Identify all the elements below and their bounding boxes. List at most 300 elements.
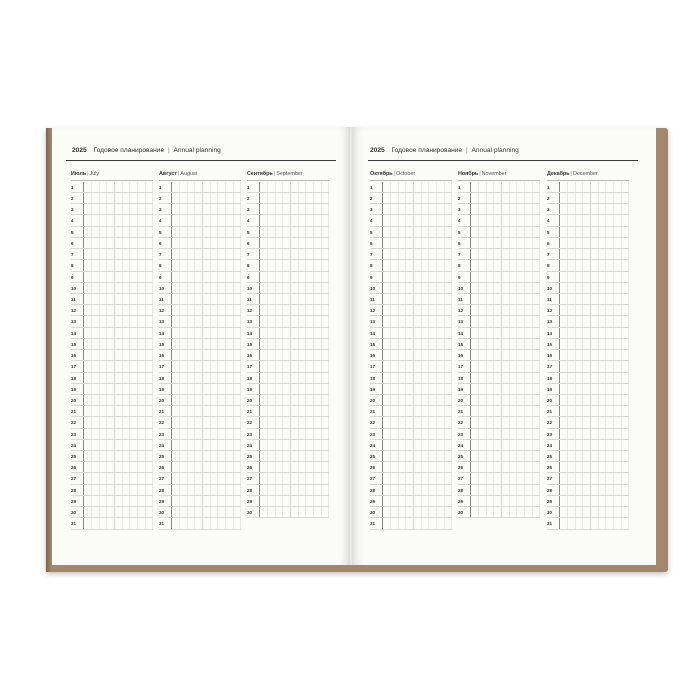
day-grid-cells[interactable] bbox=[259, 193, 329, 203]
day-row[interactable] bbox=[247, 361, 329, 372]
day-row[interactable] bbox=[458, 305, 540, 316]
day-grid-cells[interactable] bbox=[559, 339, 629, 349]
day-grid-cells[interactable] bbox=[559, 272, 629, 282]
day-grid-cells[interactable] bbox=[382, 182, 452, 192]
day-row[interactable] bbox=[458, 395, 540, 406]
day-row[interactable] bbox=[458, 417, 540, 428]
day-row[interactable] bbox=[247, 485, 329, 496]
day-row[interactable] bbox=[159, 429, 241, 440]
day-row[interactable] bbox=[370, 339, 452, 350]
day-row[interactable] bbox=[458, 440, 540, 451]
day-row[interactable] bbox=[547, 260, 629, 271]
day-grid-cells[interactable] bbox=[470, 204, 540, 214]
day-grid-cells[interactable] bbox=[259, 328, 329, 338]
day-grid-cells[interactable] bbox=[382, 518, 452, 528]
day-row[interactable] bbox=[159, 305, 241, 316]
day-grid-cells[interactable] bbox=[559, 451, 629, 461]
day-grid-cells[interactable] bbox=[470, 328, 540, 338]
day-row[interactable] bbox=[159, 406, 241, 417]
day-row[interactable] bbox=[547, 485, 629, 496]
day-row[interactable] bbox=[247, 440, 329, 451]
day-row[interactable] bbox=[547, 238, 629, 249]
day-grid-cells[interactable] bbox=[382, 316, 452, 326]
day-row[interactable] bbox=[547, 294, 629, 305]
day-grid-cells[interactable] bbox=[171, 182, 241, 192]
day-row[interactable] bbox=[71, 260, 153, 271]
day-grid-cells[interactable] bbox=[259, 406, 329, 416]
day-row[interactable] bbox=[71, 339, 153, 350]
day-grid-cells[interactable] bbox=[259, 305, 329, 315]
day-row[interactable] bbox=[247, 429, 329, 440]
day-row[interactable] bbox=[547, 249, 629, 260]
day-row[interactable] bbox=[71, 272, 153, 283]
day-grid-cells[interactable] bbox=[83, 193, 153, 203]
day-grid-cells[interactable] bbox=[559, 227, 629, 237]
day-grid-cells[interactable] bbox=[259, 316, 329, 326]
day-row[interactable] bbox=[247, 462, 329, 473]
day-row[interactable] bbox=[458, 429, 540, 440]
day-grid-cells[interactable] bbox=[559, 406, 629, 416]
day-grid-cells[interactable] bbox=[382, 215, 452, 225]
day-grid-cells[interactable] bbox=[83, 238, 153, 248]
day-grid-cells[interactable] bbox=[382, 339, 452, 349]
day-row[interactable] bbox=[458, 260, 540, 271]
day-grid-cells[interactable] bbox=[171, 215, 241, 225]
day-row[interactable] bbox=[458, 316, 540, 327]
day-grid-cells[interactable] bbox=[259, 373, 329, 383]
day-grid-cells[interactable] bbox=[559, 260, 629, 270]
day-grid-cells[interactable] bbox=[559, 215, 629, 225]
day-grid-cells[interactable] bbox=[171, 507, 241, 517]
day-grid-cells[interactable] bbox=[171, 496, 241, 506]
day-grid-cells[interactable] bbox=[171, 305, 241, 315]
day-grid-cells[interactable] bbox=[382, 238, 452, 248]
day-grid-cells[interactable] bbox=[382, 496, 452, 506]
day-row[interactable] bbox=[370, 384, 452, 395]
day-grid-cells[interactable] bbox=[259, 384, 329, 394]
day-grid-cells[interactable] bbox=[83, 440, 153, 450]
day-grid-cells[interactable] bbox=[259, 485, 329, 495]
day-row[interactable] bbox=[247, 316, 329, 327]
day-row[interactable] bbox=[159, 227, 241, 238]
day-row[interactable] bbox=[159, 316, 241, 327]
day-row[interactable] bbox=[370, 406, 452, 417]
day-grid-cells[interactable] bbox=[382, 260, 452, 270]
day-row[interactable] bbox=[247, 283, 329, 294]
day-row[interactable] bbox=[247, 350, 329, 361]
day-row[interactable] bbox=[370, 193, 452, 204]
day-grid-cells[interactable] bbox=[470, 429, 540, 439]
day-grid-cells[interactable] bbox=[83, 429, 153, 439]
day-grid-cells[interactable] bbox=[259, 417, 329, 427]
day-grid-cells[interactable] bbox=[83, 373, 153, 383]
day-grid-cells[interactable] bbox=[83, 384, 153, 394]
day-grid-cells[interactable] bbox=[470, 473, 540, 483]
day-row[interactable] bbox=[370, 350, 452, 361]
day-row[interactable] bbox=[458, 283, 540, 294]
day-grid-cells[interactable] bbox=[83, 395, 153, 405]
day-row[interactable] bbox=[458, 193, 540, 204]
day-grid-cells[interactable] bbox=[259, 294, 329, 304]
day-row[interactable] bbox=[370, 238, 452, 249]
day-row[interactable] bbox=[71, 373, 153, 384]
day-grid-cells[interactable] bbox=[171, 417, 241, 427]
day-row[interactable] bbox=[71, 451, 153, 462]
day-grid-cells[interactable] bbox=[382, 384, 452, 394]
day-row[interactable] bbox=[159, 339, 241, 350]
day-grid-cells[interactable] bbox=[559, 328, 629, 338]
day-grid-cells[interactable] bbox=[470, 316, 540, 326]
day-grid-cells[interactable] bbox=[83, 260, 153, 270]
day-grid-cells[interactable] bbox=[470, 182, 540, 192]
day-row[interactable] bbox=[458, 373, 540, 384]
day-grid-cells[interactable] bbox=[171, 204, 241, 214]
day-grid-cells[interactable] bbox=[470, 249, 540, 259]
day-row[interactable] bbox=[71, 496, 153, 507]
day-grid-cells[interactable] bbox=[171, 227, 241, 237]
day-grid-cells[interactable] bbox=[171, 462, 241, 472]
day-row[interactable] bbox=[458, 384, 540, 395]
day-row[interactable] bbox=[370, 204, 452, 215]
day-grid-cells[interactable] bbox=[259, 215, 329, 225]
day-grid-cells[interactable] bbox=[470, 260, 540, 270]
day-grid-cells[interactable] bbox=[171, 350, 241, 360]
day-row[interactable] bbox=[159, 249, 241, 260]
day-grid-cells[interactable] bbox=[470, 384, 540, 394]
day-row[interactable] bbox=[370, 316, 452, 327]
day-row[interactable] bbox=[247, 328, 329, 339]
day-row[interactable] bbox=[370, 473, 452, 484]
day-grid-cells[interactable] bbox=[382, 361, 452, 371]
day-row[interactable] bbox=[547, 406, 629, 417]
day-row[interactable] bbox=[247, 451, 329, 462]
day-grid-cells[interactable] bbox=[382, 227, 452, 237]
day-row[interactable] bbox=[547, 227, 629, 238]
day-row[interactable] bbox=[159, 350, 241, 361]
day-row[interactable] bbox=[370, 294, 452, 305]
day-grid-cells[interactable] bbox=[470, 507, 540, 517]
day-grid-cells[interactable] bbox=[382, 406, 452, 416]
day-grid-cells[interactable] bbox=[470, 227, 540, 237]
day-grid-cells[interactable] bbox=[470, 395, 540, 405]
day-grid-cells[interactable] bbox=[559, 395, 629, 405]
day-grid-cells[interactable] bbox=[83, 272, 153, 282]
day-grid-cells[interactable] bbox=[259, 249, 329, 259]
day-grid-cells[interactable] bbox=[171, 451, 241, 461]
day-row[interactable] bbox=[71, 283, 153, 294]
day-row[interactable] bbox=[458, 182, 540, 193]
day-row[interactable] bbox=[247, 215, 329, 226]
day-row[interactable] bbox=[159, 272, 241, 283]
day-grid-cells[interactable] bbox=[83, 316, 153, 326]
day-grid-cells[interactable] bbox=[83, 417, 153, 427]
day-grid-cells[interactable] bbox=[470, 215, 540, 225]
day-row[interactable] bbox=[547, 451, 629, 462]
day-grid-cells[interactable] bbox=[83, 507, 153, 517]
day-grid-cells[interactable] bbox=[83, 473, 153, 483]
day-grid-cells[interactable] bbox=[259, 283, 329, 293]
day-row[interactable] bbox=[458, 462, 540, 473]
day-grid-cells[interactable] bbox=[470, 272, 540, 282]
day-row[interactable] bbox=[547, 193, 629, 204]
day-row[interactable] bbox=[247, 272, 329, 283]
day-grid-cells[interactable] bbox=[559, 305, 629, 315]
day-grid-cells[interactable] bbox=[171, 429, 241, 439]
day-grid-cells[interactable] bbox=[559, 417, 629, 427]
day-grid-cells[interactable] bbox=[382, 350, 452, 360]
day-grid-cells[interactable] bbox=[382, 395, 452, 405]
day-grid-cells[interactable] bbox=[559, 316, 629, 326]
day-row[interactable] bbox=[247, 507, 329, 518]
day-row[interactable] bbox=[370, 249, 452, 260]
day-grid-cells[interactable] bbox=[171, 406, 241, 416]
day-row[interactable] bbox=[458, 238, 540, 249]
day-row[interactable] bbox=[159, 238, 241, 249]
day-row[interactable] bbox=[247, 249, 329, 260]
day-grid-cells[interactable] bbox=[259, 473, 329, 483]
day-grid-cells[interactable] bbox=[83, 350, 153, 360]
day-row[interactable] bbox=[159, 283, 241, 294]
day-row[interactable] bbox=[71, 417, 153, 428]
day-grid-cells[interactable] bbox=[83, 283, 153, 293]
day-grid-cells[interactable] bbox=[559, 283, 629, 293]
day-grid-cells[interactable] bbox=[259, 429, 329, 439]
day-grid-cells[interactable] bbox=[83, 451, 153, 461]
day-grid-cells[interactable] bbox=[171, 384, 241, 394]
day-grid-cells[interactable] bbox=[83, 496, 153, 506]
day-grid-cells[interactable] bbox=[171, 294, 241, 304]
day-row[interactable] bbox=[159, 451, 241, 462]
day-grid-cells[interactable] bbox=[171, 272, 241, 282]
day-row[interactable] bbox=[159, 328, 241, 339]
day-row[interactable] bbox=[71, 361, 153, 372]
day-grid-cells[interactable] bbox=[559, 249, 629, 259]
day-row[interactable] bbox=[71, 249, 153, 260]
day-row[interactable] bbox=[458, 361, 540, 372]
day-row[interactable] bbox=[370, 283, 452, 294]
day-row[interactable] bbox=[458, 227, 540, 238]
day-row[interactable] bbox=[458, 496, 540, 507]
day-grid-cells[interactable] bbox=[171, 473, 241, 483]
day-row[interactable] bbox=[247, 496, 329, 507]
day-grid-cells[interactable] bbox=[171, 485, 241, 495]
day-grid-cells[interactable] bbox=[559, 496, 629, 506]
day-row[interactable] bbox=[71, 204, 153, 215]
day-row[interactable] bbox=[159, 260, 241, 271]
day-grid-cells[interactable] bbox=[83, 215, 153, 225]
day-row[interactable] bbox=[547, 350, 629, 361]
day-row[interactable] bbox=[458, 294, 540, 305]
day-grid-cells[interactable] bbox=[470, 417, 540, 427]
day-grid-cells[interactable] bbox=[83, 361, 153, 371]
day-row[interactable] bbox=[547, 507, 629, 518]
day-row[interactable] bbox=[159, 204, 241, 215]
day-grid-cells[interactable] bbox=[559, 473, 629, 483]
day-grid-cells[interactable] bbox=[382, 429, 452, 439]
day-grid-cells[interactable] bbox=[259, 204, 329, 214]
day-grid-cells[interactable] bbox=[171, 260, 241, 270]
day-grid-cells[interactable] bbox=[83, 339, 153, 349]
day-grid-cells[interactable] bbox=[382, 204, 452, 214]
day-row[interactable] bbox=[458, 507, 540, 518]
day-row[interactable] bbox=[159, 507, 241, 518]
day-row[interactable] bbox=[458, 406, 540, 417]
day-grid-cells[interactable] bbox=[259, 272, 329, 282]
day-grid-cells[interactable] bbox=[382, 485, 452, 495]
day-grid-cells[interactable] bbox=[382, 294, 452, 304]
day-row[interactable] bbox=[159, 417, 241, 428]
day-row[interactable] bbox=[159, 182, 241, 193]
day-row[interactable] bbox=[159, 361, 241, 372]
day-grid-cells[interactable] bbox=[259, 227, 329, 237]
day-grid-cells[interactable] bbox=[559, 238, 629, 248]
day-row[interactable] bbox=[370, 305, 452, 316]
day-row[interactable] bbox=[370, 227, 452, 238]
day-grid-cells[interactable] bbox=[259, 507, 329, 517]
day-grid-cells[interactable] bbox=[259, 451, 329, 461]
day-grid-cells[interactable] bbox=[171, 328, 241, 338]
day-grid-cells[interactable] bbox=[259, 361, 329, 371]
day-grid-cells[interactable] bbox=[259, 260, 329, 270]
day-row[interactable] bbox=[247, 227, 329, 238]
day-row[interactable] bbox=[71, 182, 153, 193]
day-grid-cells[interactable] bbox=[259, 462, 329, 472]
day-grid-cells[interactable] bbox=[171, 373, 241, 383]
day-row[interactable] bbox=[159, 193, 241, 204]
day-row[interactable] bbox=[247, 417, 329, 428]
day-grid-cells[interactable] bbox=[171, 316, 241, 326]
day-grid-cells[interactable] bbox=[171, 518, 241, 528]
day-grid-cells[interactable] bbox=[259, 350, 329, 360]
day-grid-cells[interactable] bbox=[171, 283, 241, 293]
day-row[interactable] bbox=[370, 451, 452, 462]
day-grid-cells[interactable] bbox=[559, 384, 629, 394]
day-grid-cells[interactable] bbox=[83, 406, 153, 416]
day-grid-cells[interactable] bbox=[470, 294, 540, 304]
day-row[interactable] bbox=[547, 204, 629, 215]
day-grid-cells[interactable] bbox=[559, 294, 629, 304]
day-grid-cells[interactable] bbox=[83, 462, 153, 472]
day-row[interactable] bbox=[370, 272, 452, 283]
day-grid-cells[interactable] bbox=[83, 182, 153, 192]
day-row[interactable] bbox=[458, 485, 540, 496]
day-row[interactable] bbox=[547, 373, 629, 384]
day-row[interactable] bbox=[370, 182, 452, 193]
day-grid-cells[interactable] bbox=[171, 249, 241, 259]
day-row[interactable] bbox=[547, 283, 629, 294]
day-row[interactable] bbox=[547, 417, 629, 428]
day-grid-cells[interactable] bbox=[259, 440, 329, 450]
day-grid-cells[interactable] bbox=[259, 339, 329, 349]
day-row[interactable] bbox=[547, 215, 629, 226]
day-row[interactable] bbox=[370, 440, 452, 451]
day-grid-cells[interactable] bbox=[171, 361, 241, 371]
day-grid-cells[interactable] bbox=[470, 496, 540, 506]
day-grid-cells[interactable] bbox=[382, 249, 452, 259]
day-row[interactable] bbox=[547, 339, 629, 350]
day-grid-cells[interactable] bbox=[382, 328, 452, 338]
day-grid-cells[interactable] bbox=[171, 440, 241, 450]
day-row[interactable] bbox=[71, 193, 153, 204]
day-row[interactable] bbox=[159, 384, 241, 395]
day-row[interactable] bbox=[71, 429, 153, 440]
day-row[interactable] bbox=[71, 395, 153, 406]
day-grid-cells[interactable] bbox=[559, 361, 629, 371]
day-grid-cells[interactable] bbox=[83, 485, 153, 495]
day-row[interactable] bbox=[458, 451, 540, 462]
day-row[interactable] bbox=[547, 462, 629, 473]
day-row[interactable] bbox=[71, 350, 153, 361]
day-grid-cells[interactable] bbox=[559, 462, 629, 472]
day-row[interactable] bbox=[71, 227, 153, 238]
day-grid-cells[interactable] bbox=[382, 440, 452, 450]
day-row[interactable] bbox=[547, 473, 629, 484]
day-row[interactable] bbox=[159, 473, 241, 484]
day-row[interactable] bbox=[370, 328, 452, 339]
day-row[interactable] bbox=[247, 384, 329, 395]
day-row[interactable] bbox=[547, 316, 629, 327]
day-grid-cells[interactable] bbox=[382, 283, 452, 293]
day-grid-cells[interactable] bbox=[559, 518, 629, 528]
day-grid-cells[interactable] bbox=[382, 305, 452, 315]
day-grid-cells[interactable] bbox=[171, 193, 241, 203]
day-row[interactable] bbox=[159, 496, 241, 507]
day-row[interactable] bbox=[370, 462, 452, 473]
day-row[interactable] bbox=[71, 238, 153, 249]
day-row[interactable] bbox=[71, 440, 153, 451]
day-row[interactable] bbox=[547, 361, 629, 372]
day-row[interactable] bbox=[71, 473, 153, 484]
day-row[interactable] bbox=[547, 384, 629, 395]
day-row[interactable] bbox=[370, 417, 452, 428]
day-grid-cells[interactable] bbox=[559, 485, 629, 495]
day-grid-cells[interactable] bbox=[382, 507, 452, 517]
day-row[interactable] bbox=[159, 462, 241, 473]
day-row[interactable] bbox=[547, 496, 629, 507]
day-row[interactable] bbox=[247, 373, 329, 384]
day-grid-cells[interactable] bbox=[83, 305, 153, 315]
day-grid-cells[interactable] bbox=[470, 361, 540, 371]
day-row[interactable] bbox=[71, 384, 153, 395]
day-row[interactable] bbox=[547, 440, 629, 451]
day-grid-cells[interactable] bbox=[259, 496, 329, 506]
day-row[interactable] bbox=[247, 406, 329, 417]
day-grid-cells[interactable] bbox=[559, 429, 629, 439]
day-grid-cells[interactable] bbox=[470, 485, 540, 495]
day-grid-cells[interactable] bbox=[382, 473, 452, 483]
day-row[interactable] bbox=[71, 305, 153, 316]
day-row[interactable] bbox=[71, 518, 153, 529]
day-grid-cells[interactable] bbox=[470, 406, 540, 416]
day-grid-cells[interactable] bbox=[470, 451, 540, 461]
day-row[interactable] bbox=[71, 215, 153, 226]
day-grid-cells[interactable] bbox=[470, 350, 540, 360]
day-row[interactable] bbox=[247, 193, 329, 204]
day-row[interactable] bbox=[71, 406, 153, 417]
day-row[interactable] bbox=[458, 473, 540, 484]
day-grid-cells[interactable] bbox=[382, 373, 452, 383]
day-grid-cells[interactable] bbox=[559, 182, 629, 192]
day-row[interactable] bbox=[370, 260, 452, 271]
day-grid-cells[interactable] bbox=[83, 518, 153, 528]
day-row[interactable] bbox=[458, 350, 540, 361]
day-grid-cells[interactable] bbox=[83, 227, 153, 237]
day-grid-cells[interactable] bbox=[382, 462, 452, 472]
day-row[interactable] bbox=[159, 215, 241, 226]
day-row[interactable] bbox=[458, 249, 540, 260]
day-row[interactable] bbox=[247, 339, 329, 350]
day-grid-cells[interactable] bbox=[559, 440, 629, 450]
